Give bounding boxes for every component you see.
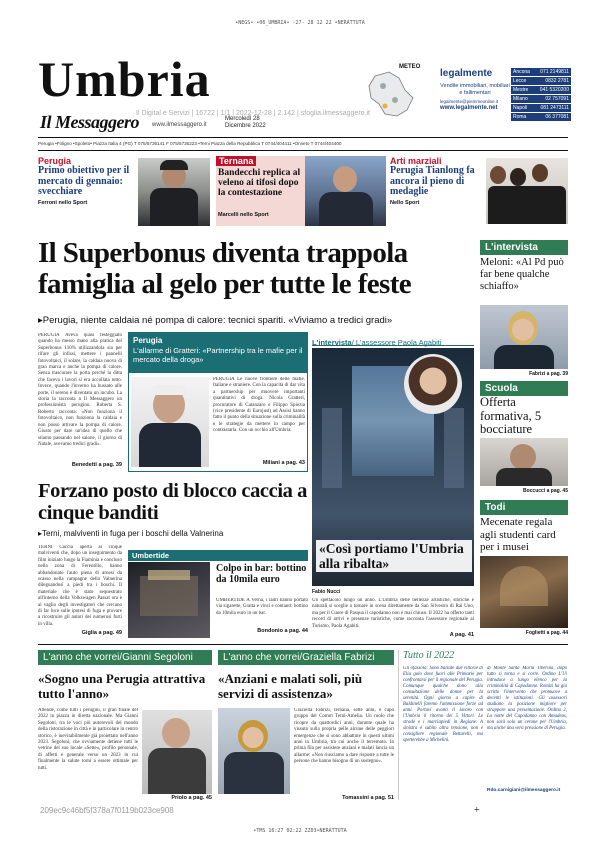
todi-byline: Foglietti a pag. 44 bbox=[525, 630, 568, 636]
meloni-headline: Meloni: «Al Pd può far bene qualche schiaffo» bbox=[480, 257, 564, 292]
fabrizi-photo bbox=[218, 708, 290, 794]
segoloni-body: Attende, come tutti i perugini, il gran finale del 2022 in piazza in diretta nazionale. Ma Gianni Segoloni, tra le voci più autorevoli del mondo della ristorazione in città e in particolare in centro storico, è inevitabilmente già proiettato nell'anno 2023. Segoloni, che ovviamente detiene tutti le vetrine del suo locale «Sette», profilo personale, di affetti e generale verso un 2023 in cui finalmente la salute torni a essere ottimale per tutti. bbox=[38, 708, 138, 771]
date-day: Mercoledì 28 bbox=[225, 116, 260, 122]
teaser-photo-president bbox=[305, 156, 386, 226]
agabiti-section-label: L'intervista bbox=[312, 338, 352, 347]
todi-photo bbox=[480, 556, 568, 628]
issue-date bbox=[225, 116, 266, 130]
bottom-band-rule bbox=[38, 644, 568, 645]
tuttolanno-box bbox=[398, 650, 568, 800]
sidebar-scuola-label: Scuola bbox=[480, 381, 568, 396]
legalmente-ad[interactable] bbox=[440, 68, 510, 120]
office-row: Ancona 071 2149811 bbox=[513, 69, 569, 75]
fabrizi-label: L'anno che vorrei/Graziella Fabrizi bbox=[218, 650, 394, 665]
teaser-headline: Perugia Tianlong fa ancora il pieno di medaglie bbox=[390, 165, 475, 197]
meteo-label: METEO bbox=[399, 64, 421, 70]
weather-cloud-icon bbox=[380, 83, 386, 89]
meloni-byline: Fabrizi a pag. 39 bbox=[529, 371, 568, 377]
teaser-byline: Ferroni nello Sport bbox=[38, 199, 88, 206]
teaser-kicker: Perugia bbox=[38, 156, 72, 166]
fabrizi-body: Graziella Fabrizi, ternana, sette anni, è capo gruppo del Comm Terni-Amelia. Un ruolo che ricopre da quattordici anni, durante quale ha vissuto sulla propria pelle alcune delle peggiori emergenze che si sono abbattute in questi ultimi anni in Umbria, tra cui anche il terremoto. In prima fila per assistere anziani e malati lancia un allarme: «Non riusciamo a dare risposte a tutte le persone che hanno bisogno di un sostegno». bbox=[294, 708, 394, 765]
segoloni-label: L'anno che vorrei/Gianni Segoloni bbox=[38, 650, 212, 665]
forzano-body: TERNI Caccia aperta ai cinque malviventi che, dopo un inseguimento da film iniziato lungo la Flaminia e concluso nella zona di Ferentillo, hanno abbandonato l'auto piena di arnesi da scasso nella campagne della Valnerina dileguandosi a piedi tra i boschi. Il materiale che è stato sequestrato all'interno della Volkswagen Passat ora è al vaglio degli investigatori che cercano di far luce sulle ipotesi di fuga e provare a ricostruire gli autori dei numerosi furti in villa. bbox=[38, 545, 122, 627]
paper-logo: Il Messaggero bbox=[40, 112, 140, 132]
teaser-headline: Primo obiettivo per il mercato di gennaio: svecchiare bbox=[38, 165, 130, 197]
tuttolanno-col1: Gli ofassola: Sono balzate due vittorie di Elia golo dove fuori alle Primarie per confrontarsi per il regionale del Perugia. Comunque qualche dono alla consultazione delle donne per la serenità. Ogni giorno a capire di Baldinelli faremo l'ammissione forze ad anni. Portavi avanti il lavoro con l'Umbria il ritorno dei 5 Vittori. Le strade e i marciapiedi in Regione. A sinistra è subito altra tensione, non è consigliere regionale Bettarelli, ma spetterebbe a Michelini. bbox=[403, 666, 483, 743]
office-row: Lecce 0832 2781 bbox=[513, 78, 569, 84]
teaser-kicker: Arti marziali bbox=[390, 156, 442, 166]
meloni-photo bbox=[480, 305, 568, 369]
main-headline: Il Superbonus diventa trappola famiglia al gelo per tutte le feste bbox=[38, 237, 412, 300]
umbertide-body: UMBERTIDE A Verna, i ladri hanno portato via sigarette, Gratta e vinci e contanti: bottino da 10mila euro in un bar. bbox=[216, 598, 308, 616]
legalmente-url: www.legalmente.net bbox=[440, 105, 498, 111]
umbertide-headline: Colpo in bar: bottino da 10mila euro bbox=[216, 563, 307, 585]
scuola-photo bbox=[480, 438, 568, 486]
masthead-title: Umbria bbox=[38, 51, 211, 107]
sidebar-todi-label: Todi bbox=[480, 500, 568, 515]
gratteri-box[interactable] bbox=[128, 332, 308, 472]
teaser-photo-athletes bbox=[486, 158, 568, 224]
teaser-headline: Bandecchi replica al veleno ai tifosi dopo la contestazione bbox=[218, 168, 301, 198]
tuttolanno-col2: di Monte Santa Maria Tiberina, dopo tutto si torna e si corre. Ordino L'Ui introduce a lungo elenco per la criminalità di Capodanno. Romizi ha già scritto l'intervento che promuove a decenti le istituzioni. Gli assessori studiano la posizione migliore per strappare una presentazione. Ordino 2, La notte del Capodanno con Amadeus, non sarà solo un cerone per l'Umbria, ma anche una vera pressione di Perugia. bbox=[487, 666, 567, 731]
legalmente-offices bbox=[511, 68, 571, 122]
forzano-subhead: ▸Terni, malviventi in fuga per i boschi della Valnerina bbox=[38, 529, 224, 538]
umbertide-kicker: Umbertide bbox=[128, 550, 308, 561]
agabiti-body: Un spettacolo lungo un anno. L'Umbria delle bellezze artistiche, storiche e naturali si sceglie a tornare in scena direttamente da San Silvestro di Rai Uno, ma per il Cuore di Pasqua il capodanno non è mai chiuso. Il 2022 ha offerto tanti record di arrivi e presenze turistiche, come racconta l'assessore regionale al Turismo, Paola Agabiti. bbox=[312, 598, 474, 629]
agabiti-photo-credit: Fabio Nucci bbox=[312, 589, 341, 595]
sidebar-intervista-label: L'intervista bbox=[480, 240, 568, 255]
watermark-text: Il Digital e Servizi | 16722 | 1/1 | 2022-12-28 | 2.142 | sfoglia.ilmessaggero.it bbox=[136, 110, 370, 117]
meteo-map bbox=[355, 58, 435, 128]
main-body: PERUGIA Aveva quasi festeggiato quando ha messo mano alla pratica del Superbonus 110% utilizzandola sia per rifare gli infissi, mettere i pannelli fotovoltaici, il solare, la caldaia nuova di gran marca e anche la pompa di calore. Senza trascurare la porta perché la ditta che faceva i lavori si era accollata tutto. Invece, quando l'inverno ha bussato alle porte, il sereno è diventato un incubo. La storia la racconta a Il Messaggero un professionista perugino. Roberta S. Roberto racconta: «Non funziona il fotovoltaico, non funziona la caldaia e non posso attivare la pompa di calore. Giusto per dare un'idea di quello che stiamo passando nel salone, il giorno di Natale, avevamo tredici gradi». bbox=[38, 333, 122, 447]
crop-mark-icon: + bbox=[474, 805, 480, 816]
gratteri-kicker: Perugia bbox=[133, 336, 163, 345]
gratteri-photo bbox=[131, 377, 209, 467]
website: www.ilmessaggero.it bbox=[152, 122, 207, 128]
segoloni-byline: Priolo a pag. 45 bbox=[171, 795, 212, 801]
agabiti-quote: «Così portiamo l'Umbria alla ribalta» bbox=[316, 540, 472, 572]
top-print-line: •NEGS• •06_UMBRIA• -27- 28 12 22 •NERATTUTA bbox=[235, 20, 365, 26]
agabiti-section: L'intervista/ L'assessore Paola Agabiti bbox=[312, 332, 474, 346]
legalmente-tagline: Vendite immobiliari, mobiliari e fallimentari bbox=[440, 83, 510, 96]
umbertide-byline: Bondonio a pag. 44 bbox=[257, 628, 308, 634]
scuola-byline: Boccucci a pag. 45 bbox=[522, 488, 568, 494]
office-row: Milano 02 757091 bbox=[513, 96, 569, 102]
date-month: Dicembre 2022 bbox=[225, 123, 266, 129]
document-hash: 209ec9c46bf5f378a7f0119b023ce908 bbox=[40, 806, 174, 815]
fabrizi-quote: «Anziani e malati soli, più servizi di assistenza» bbox=[218, 671, 363, 701]
office-row: Napoli 081 2473111 bbox=[513, 105, 569, 111]
forzano-headline: Forzano posto di blocco caccia a cinque banditi bbox=[38, 480, 308, 524]
teaser-photo-coach bbox=[138, 158, 210, 226]
gratteri-body: PERUGIA Le nuove frontiere delle mafie. Italiane e straniere. Con la capacità di dar vita a partnership per muovere importanti quantitativi di droga. Nicola Gratteri, procuratore di Catanzaro e Filippo Spiezia (vice presidente di Eurojust) ad Assisi hanno fatto il punto della situazione sulla criminalità e le strategie da mettere in campo per contrastarla. Con un occhio all'Umbria. bbox=[213, 377, 305, 434]
umbria-map-icon bbox=[355, 58, 435, 128]
teaser-byline: Marcelli nello Sport bbox=[218, 212, 269, 218]
address-rule bbox=[38, 150, 568, 151]
office-row: Roma 06 377081 bbox=[513, 114, 569, 120]
office-row: Mestre 041 5320200 bbox=[513, 87, 569, 93]
agabiti-section-rest: L'assessore Paola Agabiti bbox=[355, 338, 442, 347]
bottom-print-line: •TMS 16:27 02:22 ZZ03•NERATTUTA bbox=[253, 828, 347, 834]
fabrizi-byline: Tomassini a pag. 51 bbox=[342, 795, 394, 801]
forzano-byline: Giglia a pag. 49 bbox=[81, 630, 122, 636]
scuola-headline: Offerta formativa, 5 bocciature bbox=[480, 395, 542, 436]
gratteri-byline: Miliani a pag. 43 bbox=[262, 460, 305, 466]
tuttolanno-title: Tutto il 2022 bbox=[403, 650, 455, 661]
gratteri-headline: L'allarme di Gratteri: «Partnership tra le mafie per il mercato della droga» bbox=[133, 346, 303, 364]
agabiti-byline: A pag. 41 bbox=[449, 632, 474, 638]
masthead-rule bbox=[38, 137, 568, 138]
legalmente-email: legalmente@piemmeonline.it bbox=[440, 99, 499, 104]
legalmente-brand: legalmente bbox=[440, 68, 493, 79]
tuttolanno-contact[interactable]: Rdo.carnigiani@ilmessaggero.it bbox=[487, 788, 561, 793]
segoloni-photo bbox=[142, 710, 212, 794]
teaser-byline: Nello Sport bbox=[390, 199, 420, 206]
umbertide-box[interactable] bbox=[128, 550, 308, 638]
main-subhead: ▸Perugia, niente caldaia né pompa di calore: tecnici spariti. «Viviamo a tredici gradi» bbox=[38, 315, 393, 326]
todi-headline: Mecenate regala agli studenti card per i musei bbox=[480, 516, 556, 553]
main-byline: Benedetti a pag. 39 bbox=[71, 462, 122, 468]
teaser-kicker: Ternana bbox=[216, 156, 256, 166]
address-line: Perugia •Foligno •Spoleto• Piazza Italia 4 (PG) T 075/5736141 F 075/5736223 •Terni Piazza della Repubblica T 0744/404411 •Orvieto T 0744/404400 bbox=[38, 141, 342, 146]
umbertide-photo bbox=[128, 562, 210, 638]
segoloni-quote: «Sogno una Perugia attrattiva tutto l'anno» bbox=[38, 671, 206, 701]
